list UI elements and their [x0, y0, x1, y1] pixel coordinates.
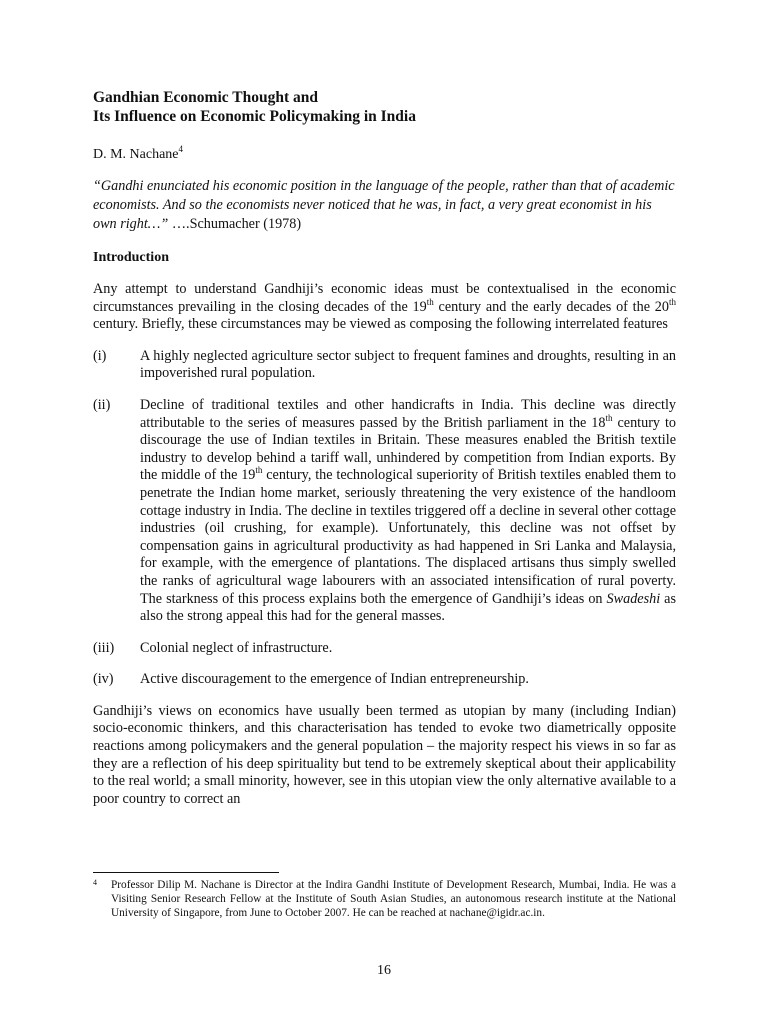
intro-text-1: Any attempt to understand Gandhiji’s economic ideas must be contextualised in the economic circumstances prevailing in the closing decades of the 19	[93, 281, 676, 315]
title-line-2: Its Influence on Economic Policymaking in India	[93, 108, 416, 125]
list-item-number: (ii)	[93, 396, 111, 413]
list-item	[93, 348, 676, 383]
page-title	[93, 88, 676, 126]
list-item-text	[140, 397, 676, 626]
closing-paragraph: Gandhiji’s views on economics have usually been termed as utopian by many (including Indian) socio-economic thinkers, and this characterisation has tended to evoke two diametrically opposite reactions among policymakers and the general population – the majority respect his views in so far as they are a reflection of his deep spirituality but tend to be extremely skeptical about their applicability to the real world; a small minority, however, see in this utopian view the only alternative available to a poor country to correct an	[93, 702, 676, 807]
list-item	[93, 640, 676, 658]
section-heading: Introduction	[93, 250, 169, 265]
footnote-mark: 4	[93, 878, 97, 887]
intro-paragraph	[93, 281, 676, 334]
author-footnote-mark[interactable]: 4	[178, 144, 184, 154]
footnote-divider	[93, 872, 279, 873]
intro-text-3: century. Briefly, these circumstances may be viewed as composing the following interrelated features	[93, 316, 668, 333]
list-item-text: Colonial neglect of infrastructure.	[140, 639, 333, 656]
item-ii-emphasis: Swadeshi	[606, 590, 661, 607]
main-content	[93, 88, 676, 808]
epigraph-attribution: ….Schumacher (1978)	[168, 216, 302, 232]
intro-sup-2: th	[669, 296, 677, 307]
list-item-text: A highly neglected agriculture sector subject to frequent famines and droughts, resulting in an impoverished rural population.	[140, 347, 676, 382]
footnote-text: Professor Dilip M. Nachane is Director at the Indira Gandhi Institute of Development Research, Mumbai, India. He was a Visiting Senior Research Fellow at the Institute of South Asian Studies, an autonomous research institute at the National University of Singapore, from June to October 2007. He can be reached at nachane@igidr.ac.in.	[111, 879, 676, 919]
author-name: D. M. Nachane	[93, 147, 179, 162]
item-ii-sup-2: th	[255, 465, 263, 476]
item-ii-text-1: Decline of traditional textiles and other handicrafts in India. This decline was directly attributable to the series of measures passed by the British parliament in the 18	[140, 396, 676, 431]
list-item-number: (iii)	[93, 639, 115, 656]
list-item	[93, 671, 676, 689]
item-ii-text-3: century, the technological superiority of British textiles enabled them to penetrate the Indian home market, seriously threatening the very existence of the handloom cottage industry in India. The decline in textiles triggered off a decline in several other cottage industries (oil crushing, for example). Unfortunately, this decline was not offset by compensation gains in agricultural productivity as had happened in Sri Lanka and Malaysia, for example, with the emergence of plantations. The displaced artisans thus simply swelled the ranks of agricultural wage labourers with an associated intensification of rural poverty. The starkness of this process explains both the emergence of Gandhiji’s ideas on	[140, 467, 676, 607]
item-ii-sup-1: th	[605, 412, 613, 423]
list-item-text: Active discouragement to the emergence of Indian entrepreneurship.	[140, 671, 529, 688]
intro-sup-1: th	[426, 296, 434, 307]
list-item-number: (i)	[93, 347, 107, 364]
title-line-1: Gandhian Economic Thought and	[93, 89, 318, 106]
epigraph-quote: “Gandhi enunciated his economic position in the language of the people, rather than that of academic economists. And so the economists never noticed that he was, in fact, a very great economist in his own right…”	[93, 178, 675, 232]
list-item	[93, 397, 676, 626]
epigraph	[93, 177, 676, 234]
item-ii-text-2: century to discourage the use of Indian textiles in Britain. These measures enabled the British textile industry to develop behind a tariff wall, unhindered by competition from Indian exports. By the middle of the 19	[140, 414, 677, 484]
footnote	[93, 878, 676, 920]
author-line	[93, 146, 676, 164]
intro-text-2: century and the early decades of the 20	[433, 298, 669, 315]
item-ii-text-4: as also the strong appeal this had for the general masses.	[140, 590, 676, 625]
page-number: 16	[377, 963, 391, 978]
list-item-number: (iv)	[93, 671, 114, 688]
